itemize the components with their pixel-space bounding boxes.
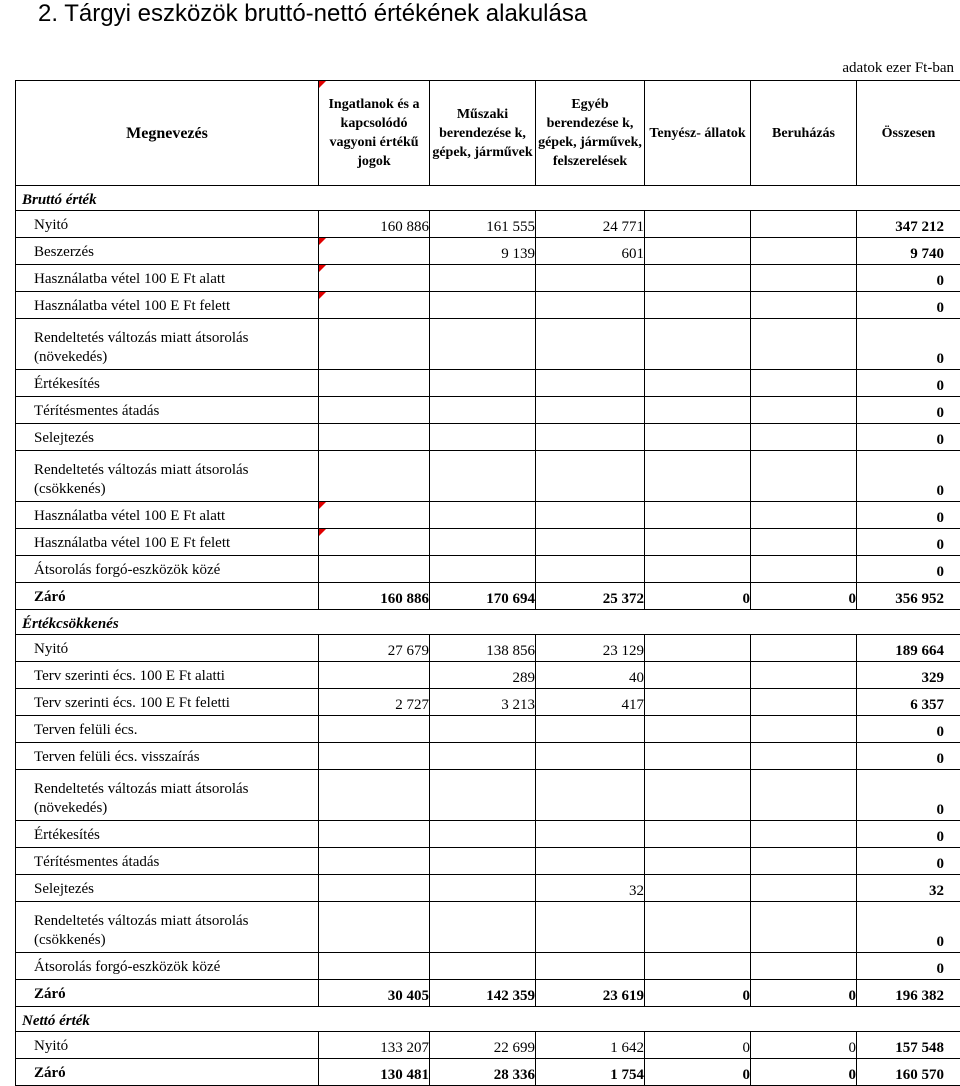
section-brutto xyxy=(16,186,960,211)
cell-investment xyxy=(751,689,857,716)
cell-other-equipment xyxy=(536,770,645,821)
cell-total: 32 xyxy=(857,875,960,902)
cell-other-equipment: 25 372 xyxy=(536,583,645,610)
table-row xyxy=(16,635,960,662)
cell-real-estate xyxy=(319,743,430,770)
row-label: Záró xyxy=(16,583,319,610)
cell-machinery xyxy=(430,953,536,980)
cell-other-equipment: 417 xyxy=(536,689,645,716)
page-title: 2. Tárgyi eszközök bruttó-nettó értékének alakulása xyxy=(38,0,587,28)
row-label: Térítésmentes átadás xyxy=(16,848,319,875)
cell-machinery xyxy=(430,875,536,902)
cell-investment xyxy=(751,743,857,770)
cell-investment: 0 xyxy=(751,980,857,1007)
cell-livestock xyxy=(645,211,751,238)
row-label: Használatba vétel 100 E Ft felett xyxy=(16,292,319,319)
cell-livestock xyxy=(645,848,751,875)
cell-total: 0 xyxy=(857,821,960,848)
cell-livestock xyxy=(645,370,751,397)
cell-investment xyxy=(751,902,857,953)
cell-total: 0 xyxy=(857,502,960,529)
cell-other-equipment xyxy=(536,424,645,451)
cell-machinery: 3 213 xyxy=(430,689,536,716)
cell-investment xyxy=(751,875,857,902)
cell-machinery: 138 856 xyxy=(430,635,536,662)
cell-real-estate xyxy=(319,953,430,980)
table-row xyxy=(16,848,960,875)
cell-investment xyxy=(751,716,857,743)
cell-total: 0 xyxy=(857,770,960,821)
table-row xyxy=(16,238,960,265)
cell-livestock xyxy=(645,635,751,662)
cell-livestock xyxy=(645,689,751,716)
row-label: Térítésmentes átadás xyxy=(16,397,319,424)
table-row xyxy=(16,529,960,556)
cell-real-estate xyxy=(319,370,430,397)
cell-livestock xyxy=(645,770,751,821)
cell-investment xyxy=(751,848,857,875)
cell-total: 0 xyxy=(857,529,960,556)
cell-real-estate xyxy=(319,265,430,292)
cell-investment: 0 xyxy=(751,1059,857,1086)
row-label: Nyitó xyxy=(16,1032,319,1059)
cell-machinery xyxy=(430,770,536,821)
table-row xyxy=(16,980,960,1007)
cell-total: 0 xyxy=(857,424,960,451)
cell-livestock xyxy=(645,556,751,583)
row-label: Átsorolás forgó-eszközök közé xyxy=(16,953,319,980)
table-row xyxy=(16,1032,960,1059)
header-total: Összesen xyxy=(857,81,960,186)
cell-other-equipment xyxy=(536,319,645,370)
row-label: Záró xyxy=(16,980,319,1007)
table-row xyxy=(16,556,960,583)
row-label: Rendeltetés változás miatt átsorolás (csökkenés) xyxy=(16,451,319,502)
table-row xyxy=(16,875,960,902)
cell-total: 0 xyxy=(857,292,960,319)
cell-real-estate xyxy=(319,716,430,743)
cell-investment xyxy=(751,502,857,529)
row-label: Átsorolás forgó-eszközök közé xyxy=(16,556,319,583)
table-row xyxy=(16,502,960,529)
cell-machinery: 161 555 xyxy=(430,211,536,238)
row-label: Használatba vétel 100 E Ft alatt xyxy=(16,502,319,529)
table-row xyxy=(16,689,960,716)
cell-real-estate xyxy=(319,292,430,319)
cell-livestock xyxy=(645,265,751,292)
cell-total: 0 xyxy=(857,953,960,980)
cell-machinery: 28 336 xyxy=(430,1059,536,1086)
cell-other-equipment: 24 771 xyxy=(536,211,645,238)
table-row xyxy=(16,370,960,397)
cell-livestock: 0 xyxy=(645,1059,751,1086)
cell-livestock: 0 xyxy=(645,980,751,1007)
cell-machinery: 142 359 xyxy=(430,980,536,1007)
cell-livestock xyxy=(645,397,751,424)
cell-total: 0 xyxy=(857,451,960,502)
cell-other-equipment xyxy=(536,821,645,848)
table-row xyxy=(16,424,960,451)
asset-table xyxy=(15,80,960,1086)
cell-investment xyxy=(751,265,857,292)
cell-investment xyxy=(751,370,857,397)
cell-machinery xyxy=(430,743,536,770)
cell-other-equipment xyxy=(536,397,645,424)
row-label: Terv szerinti écs. 100 E Ft feletti xyxy=(16,689,319,716)
cell-real-estate xyxy=(319,397,430,424)
row-label: Záró xyxy=(16,1059,319,1086)
cell-machinery: 22 699 xyxy=(430,1032,536,1059)
header-real-estate: Ingatlanok és a kapcsolódó vagyoni értékű jogok xyxy=(319,81,430,186)
table-row xyxy=(16,716,960,743)
cell-investment xyxy=(751,635,857,662)
row-label: Terven felüli écs. visszaírás xyxy=(16,743,319,770)
table-row xyxy=(16,397,960,424)
cell-machinery: 9 139 xyxy=(430,238,536,265)
cell-machinery xyxy=(430,716,536,743)
row-label: Értékesítés xyxy=(16,821,319,848)
cell-other-equipment xyxy=(536,953,645,980)
header-name: Megnevezés xyxy=(16,81,319,186)
cell-machinery xyxy=(430,451,536,502)
cell-machinery xyxy=(430,529,536,556)
cell-machinery xyxy=(430,902,536,953)
header-machinery: Műszaki berendezése k, gépek, járművek xyxy=(430,81,536,186)
table-row xyxy=(16,770,960,821)
cell-other-equipment xyxy=(536,716,645,743)
row-label: Selejtezés xyxy=(16,424,319,451)
cell-total: 9 740 xyxy=(857,238,960,265)
cell-livestock: 0 xyxy=(645,1032,751,1059)
row-label: Rendeltetés változás miatt átsorolás (növekedés) xyxy=(16,319,319,370)
cell-total: 0 xyxy=(857,397,960,424)
cell-real-estate: 27 679 xyxy=(319,635,430,662)
cell-investment xyxy=(751,238,857,265)
cell-investment xyxy=(751,556,857,583)
cell-livestock xyxy=(645,238,751,265)
cell-investment: 0 xyxy=(751,1032,857,1059)
cell-real-estate: 160 886 xyxy=(319,211,430,238)
cell-real-estate xyxy=(319,529,430,556)
table-row xyxy=(16,292,960,319)
cell-other-equipment xyxy=(536,370,645,397)
row-label: Értékesítés xyxy=(16,370,319,397)
cell-total: 0 xyxy=(857,716,960,743)
cell-other-equipment xyxy=(536,556,645,583)
cell-investment xyxy=(751,397,857,424)
cell-machinery: 289 xyxy=(430,662,536,689)
section-ecs xyxy=(16,610,960,635)
cell-investment xyxy=(751,953,857,980)
cell-investment xyxy=(751,662,857,689)
cell-investment xyxy=(751,319,857,370)
cell-real-estate xyxy=(319,848,430,875)
row-label: Használatba vétel 100 E Ft alatt xyxy=(16,265,319,292)
cell-other-equipment: 23 129 xyxy=(536,635,645,662)
cell-total: 160 570 xyxy=(857,1059,960,1086)
cell-livestock xyxy=(645,953,751,980)
cell-real-estate: 133 207 xyxy=(319,1032,430,1059)
table-row xyxy=(16,743,960,770)
cell-livestock xyxy=(645,743,751,770)
cell-other-equipment xyxy=(536,529,645,556)
cell-real-estate: 160 886 xyxy=(319,583,430,610)
cell-machinery xyxy=(430,265,536,292)
row-label: Selejtezés xyxy=(16,875,319,902)
header-investment: Beruházás xyxy=(751,81,857,186)
cell-livestock xyxy=(645,292,751,319)
cell-machinery xyxy=(430,502,536,529)
table-row xyxy=(16,1059,960,1086)
cell-investment xyxy=(751,770,857,821)
section-title: Értékcsökkenés xyxy=(16,610,960,635)
cell-livestock xyxy=(645,875,751,902)
cell-real-estate: 30 405 xyxy=(319,980,430,1007)
cell-real-estate xyxy=(319,424,430,451)
cell-real-estate xyxy=(319,319,430,370)
cell-livestock xyxy=(645,424,751,451)
cell-other-equipment: 23 619 xyxy=(536,980,645,1007)
cell-other-equipment: 40 xyxy=(536,662,645,689)
cell-livestock xyxy=(645,902,751,953)
cell-other-equipment xyxy=(536,451,645,502)
cell-investment xyxy=(751,211,857,238)
cell-livestock xyxy=(645,821,751,848)
cell-other-equipment xyxy=(536,265,645,292)
cell-investment xyxy=(751,451,857,502)
cell-real-estate xyxy=(319,902,430,953)
table-row xyxy=(16,319,960,370)
cell-investment xyxy=(751,821,857,848)
cell-total: 0 xyxy=(857,902,960,953)
table-row xyxy=(16,821,960,848)
cell-investment xyxy=(751,424,857,451)
header-row xyxy=(16,81,960,186)
cell-other-equipment: 1 754 xyxy=(536,1059,645,1086)
cell-other-equipment xyxy=(536,292,645,319)
cell-real-estate xyxy=(319,556,430,583)
section-title: Bruttó érték xyxy=(16,186,960,211)
cell-real-estate xyxy=(319,821,430,848)
cell-total: 0 xyxy=(857,848,960,875)
cell-machinery xyxy=(430,397,536,424)
cell-livestock: 0 xyxy=(645,583,751,610)
cell-total: 0 xyxy=(857,265,960,292)
cell-total: 157 548 xyxy=(857,1032,960,1059)
row-label: Rendeltetés változás miatt átsorolás (csökkenés) xyxy=(16,902,319,953)
row-label: Használatba vétel 100 E Ft felett xyxy=(16,529,319,556)
cell-total: 329 xyxy=(857,662,960,689)
cell-total: 0 xyxy=(857,319,960,370)
cell-real-estate xyxy=(319,451,430,502)
section-netto xyxy=(16,1007,960,1032)
cell-investment: 0 xyxy=(751,583,857,610)
row-label: Terven felüli écs. xyxy=(16,716,319,743)
cell-other-equipment xyxy=(536,848,645,875)
header-livestock: Tenyész- állatok xyxy=(645,81,751,186)
cell-real-estate: 2 727 xyxy=(319,689,430,716)
cell-total: 356 952 xyxy=(857,583,960,610)
table-row xyxy=(16,662,960,689)
row-label: Nyitó xyxy=(16,211,319,238)
cell-total: 6 357 xyxy=(857,689,960,716)
cell-livestock xyxy=(645,716,751,743)
cell-real-estate xyxy=(319,238,430,265)
cell-real-estate: 130 481 xyxy=(319,1059,430,1086)
cell-total: 196 382 xyxy=(857,980,960,1007)
cell-machinery xyxy=(430,821,536,848)
cell-machinery xyxy=(430,370,536,397)
cell-other-equipment: 601 xyxy=(536,238,645,265)
cell-investment xyxy=(751,529,857,556)
cell-total: 0 xyxy=(857,556,960,583)
cell-livestock xyxy=(645,662,751,689)
row-label: Nyitó xyxy=(16,635,319,662)
cell-livestock xyxy=(645,529,751,556)
cell-machinery xyxy=(430,848,536,875)
cell-other-equipment: 32 xyxy=(536,875,645,902)
cell-real-estate xyxy=(319,875,430,902)
cell-real-estate xyxy=(319,502,430,529)
cell-machinery xyxy=(430,292,536,319)
cell-real-estate xyxy=(319,662,430,689)
table-row xyxy=(16,265,960,292)
table-row xyxy=(16,583,960,610)
cell-livestock xyxy=(645,502,751,529)
cell-other-equipment xyxy=(536,502,645,529)
unit-note: adatok ezer Ft-ban xyxy=(842,60,954,77)
cell-other-equipment: 1 642 xyxy=(536,1032,645,1059)
header-other-equipment: Egyéb berendezése k, gépek, járművek, felszerelések xyxy=(536,81,645,186)
cell-total: 0 xyxy=(857,370,960,397)
cell-machinery xyxy=(430,319,536,370)
cell-real-estate xyxy=(319,770,430,821)
cell-total: 0 xyxy=(857,743,960,770)
table-row xyxy=(16,451,960,502)
cell-machinery xyxy=(430,424,536,451)
table-row xyxy=(16,902,960,953)
cell-other-equipment xyxy=(536,902,645,953)
row-label: Beszerzés xyxy=(16,238,319,265)
cell-livestock xyxy=(645,451,751,502)
cell-machinery: 170 694 xyxy=(430,583,536,610)
row-label: Rendeltetés változás miatt átsorolás (növekedés) xyxy=(16,770,319,821)
table-row xyxy=(16,211,960,238)
cell-other-equipment xyxy=(536,743,645,770)
cell-machinery xyxy=(430,556,536,583)
cell-investment xyxy=(751,292,857,319)
cell-livestock xyxy=(645,319,751,370)
row-label: Terv szerinti écs. 100 E Ft alatti xyxy=(16,662,319,689)
cell-total: 189 664 xyxy=(857,635,960,662)
table-row xyxy=(16,953,960,980)
cell-total: 347 212 xyxy=(857,211,960,238)
section-title: Nettó érték xyxy=(16,1007,960,1032)
